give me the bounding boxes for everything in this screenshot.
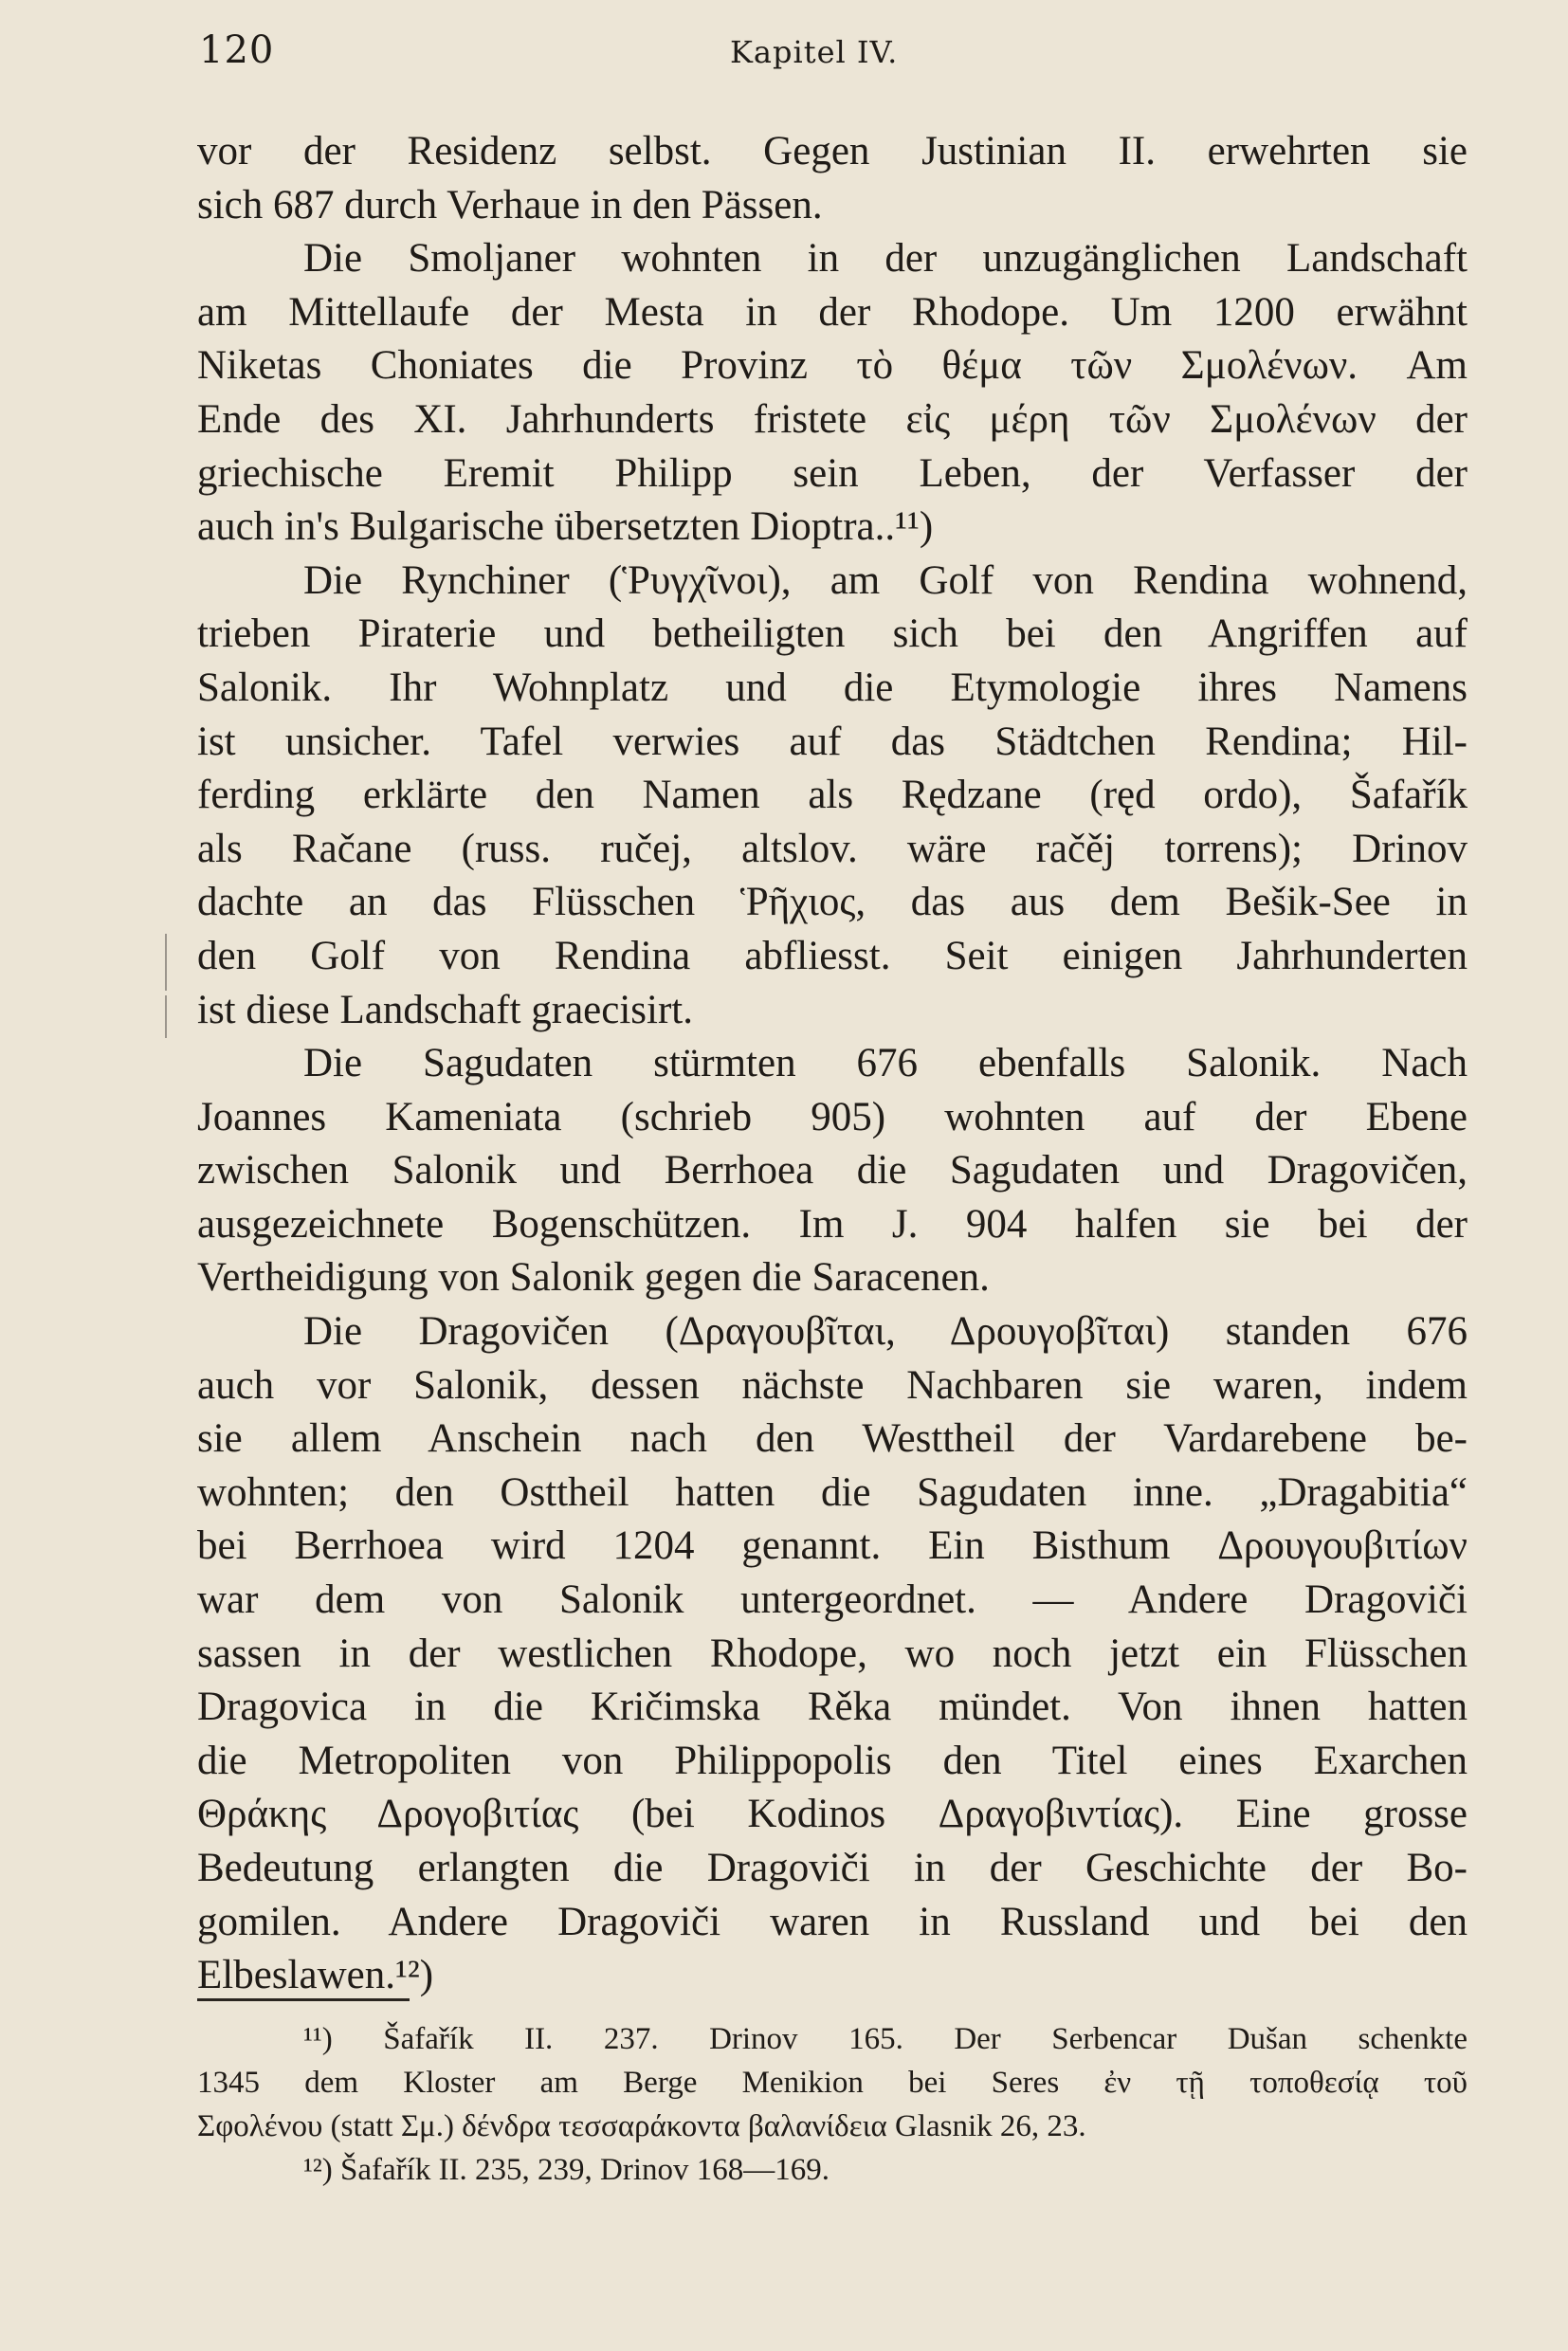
text-line: ferding erklärte den Namen als Rędzane (ręd ordo), Šafařík [197, 773, 1468, 818]
page-number: 120 [199, 28, 275, 72]
text-line: Dragovica in die Kričimska Rěka mündet. Von ihnen hatten [197, 1685, 1468, 1730]
footnote-rule [197, 1998, 410, 2001]
footnote-line: 1345 dem Kloster am Berge Menikion bei Seres ἐν τῇ τοποθεσίᾳ τοῦ [197, 2066, 1468, 2100]
text-line: war dem von Salonik untergeordnet. — Andere Dragoviči [197, 1577, 1468, 1623]
footnotes [197, 2017, 1468, 2192]
text-line: Die Sagudaten stürmten 676 ebenfalls Salonik. Nach [303, 1041, 1468, 1086]
text-line: Joannes Kameniata (schrieb 905) wohnten auf der Ebene [197, 1094, 1468, 1139]
text-line: dachte an das Flüsschen Ῥῆχιος, das aus dem Bešik-See in [197, 880, 1468, 925]
text-line: Vertheidigung von Salonik gegen die Saracenen. [197, 1255, 990, 1301]
text-line: ist diese Landschaft graecisirt. [197, 987, 693, 1032]
body-text [197, 125, 1468, 2003]
text-line: Die Rynchiner (Ῥυγχῖνοι), am Golf von Rendina wohnend, [303, 557, 1468, 603]
text-line: Ende des XI. Jahrhunderts fristete εἰς μέρη τῶν Σμολένων der [197, 396, 1468, 442]
margin-mark [165, 934, 167, 991]
text-line: sie allem Anschein nach den Westtheil der Vardarebene be- [197, 1416, 1468, 1462]
text-line: gomilen. Andere Dragoviči waren in Russland und bei den [197, 1899, 1468, 1944]
text-line: sich 687 durch Verhaue in den Pässen. [197, 182, 823, 228]
text-line: Elbeslawen.¹²) [197, 1953, 434, 1998]
text-line: bei Berrhoea wird 1204 genannt. Ein Bisthum Δρουγουβιτίων [197, 1523, 1468, 1569]
footnote-line: ¹¹) Šafařík II. 237. Drinov 165. Der Serbencar Dušan schenkte [303, 2022, 1468, 2056]
text-line: auch vor Salonik, dessen nächste Nachbaren sie waren, indem [197, 1362, 1468, 1408]
text-line: Die Smoljaner wohnten in der unzugänglichen Landschaft [303, 236, 1468, 282]
text-line: die Metropoliten von Philippopolis den Titel eines Exarchen [197, 1738, 1468, 1783]
text-line: ist unsicher. Tafel verwies auf das Städtchen Rendina; Hil- [197, 719, 1468, 764]
text-line: vor der Residenz selbst. Gegen Justinian II. erwehrten sie [197, 129, 1468, 173]
text-line: Salonik. Ihr Wohnplatz und die Etymologie ihres Namens [197, 665, 1468, 710]
text-line: ausgezeichnete Bogenschützen. Im J. 904 halfen sie bei der [197, 1201, 1468, 1247]
text-line: trieben Piraterie und betheiligten sich bei den Angriffen auf [197, 611, 1468, 657]
footnote-line: ¹²) Šafařík II. 235, 239, Drinov 168—169. [303, 2153, 830, 2187]
text-line: Bedeutung erlangten die Dragoviči in der Geschichte der Bo- [197, 1846, 1468, 1890]
text-line: am Mittellaufe der Mesta in der Rhodope. Um 1200 erwähnt [197, 289, 1468, 335]
page-header [199, 28, 1469, 85]
text-line: sassen in der westlichen Rhodope, wo noch jetzt ein Flüsschen [197, 1631, 1468, 1676]
text-line: den Golf von Rendina abfliesst. Seit einigen Jahrhunderten [197, 933, 1468, 978]
running-head: Kapitel IV. [730, 34, 899, 70]
text-line: griechische Eremit Philipp sein Leben, der Verfasser der [197, 450, 1468, 496]
text-line: zwischen Salonik und Berrhoea die Sagudaten und Dragovičen, [197, 1148, 1468, 1194]
text-line: Die Dragovičen (Δραγουβῖται, Δρουγοβῖται) standen 676 [303, 1309, 1468, 1355]
text-line: Θράκης Δρογοβιτίας (bei Kodinos Δραγοβιντίας). Eine grosse [197, 1792, 1468, 1837]
text-line: Niketas Choniates die Provinz τὸ θέμα τῶν Σμολένων. Am [197, 343, 1468, 389]
margin-mark [165, 995, 167, 1038]
text-line: wohnten; den Osttheil hatten die Sagudaten inne. „Dragabitia“ [197, 1469, 1468, 1515]
footnote-line: Σφολένου (statt Σμ.) δένδρα τεσσαράκοντα βαλανίδεια Glasnik 26, 23. [197, 2109, 1086, 2143]
text-line: auch in's Bulgarische übersetzten Dioptra..¹¹) [197, 504, 934, 550]
text-line: als Račane (russ. ručej, altslov. wäre račěj torrens); Drinov [197, 826, 1468, 871]
